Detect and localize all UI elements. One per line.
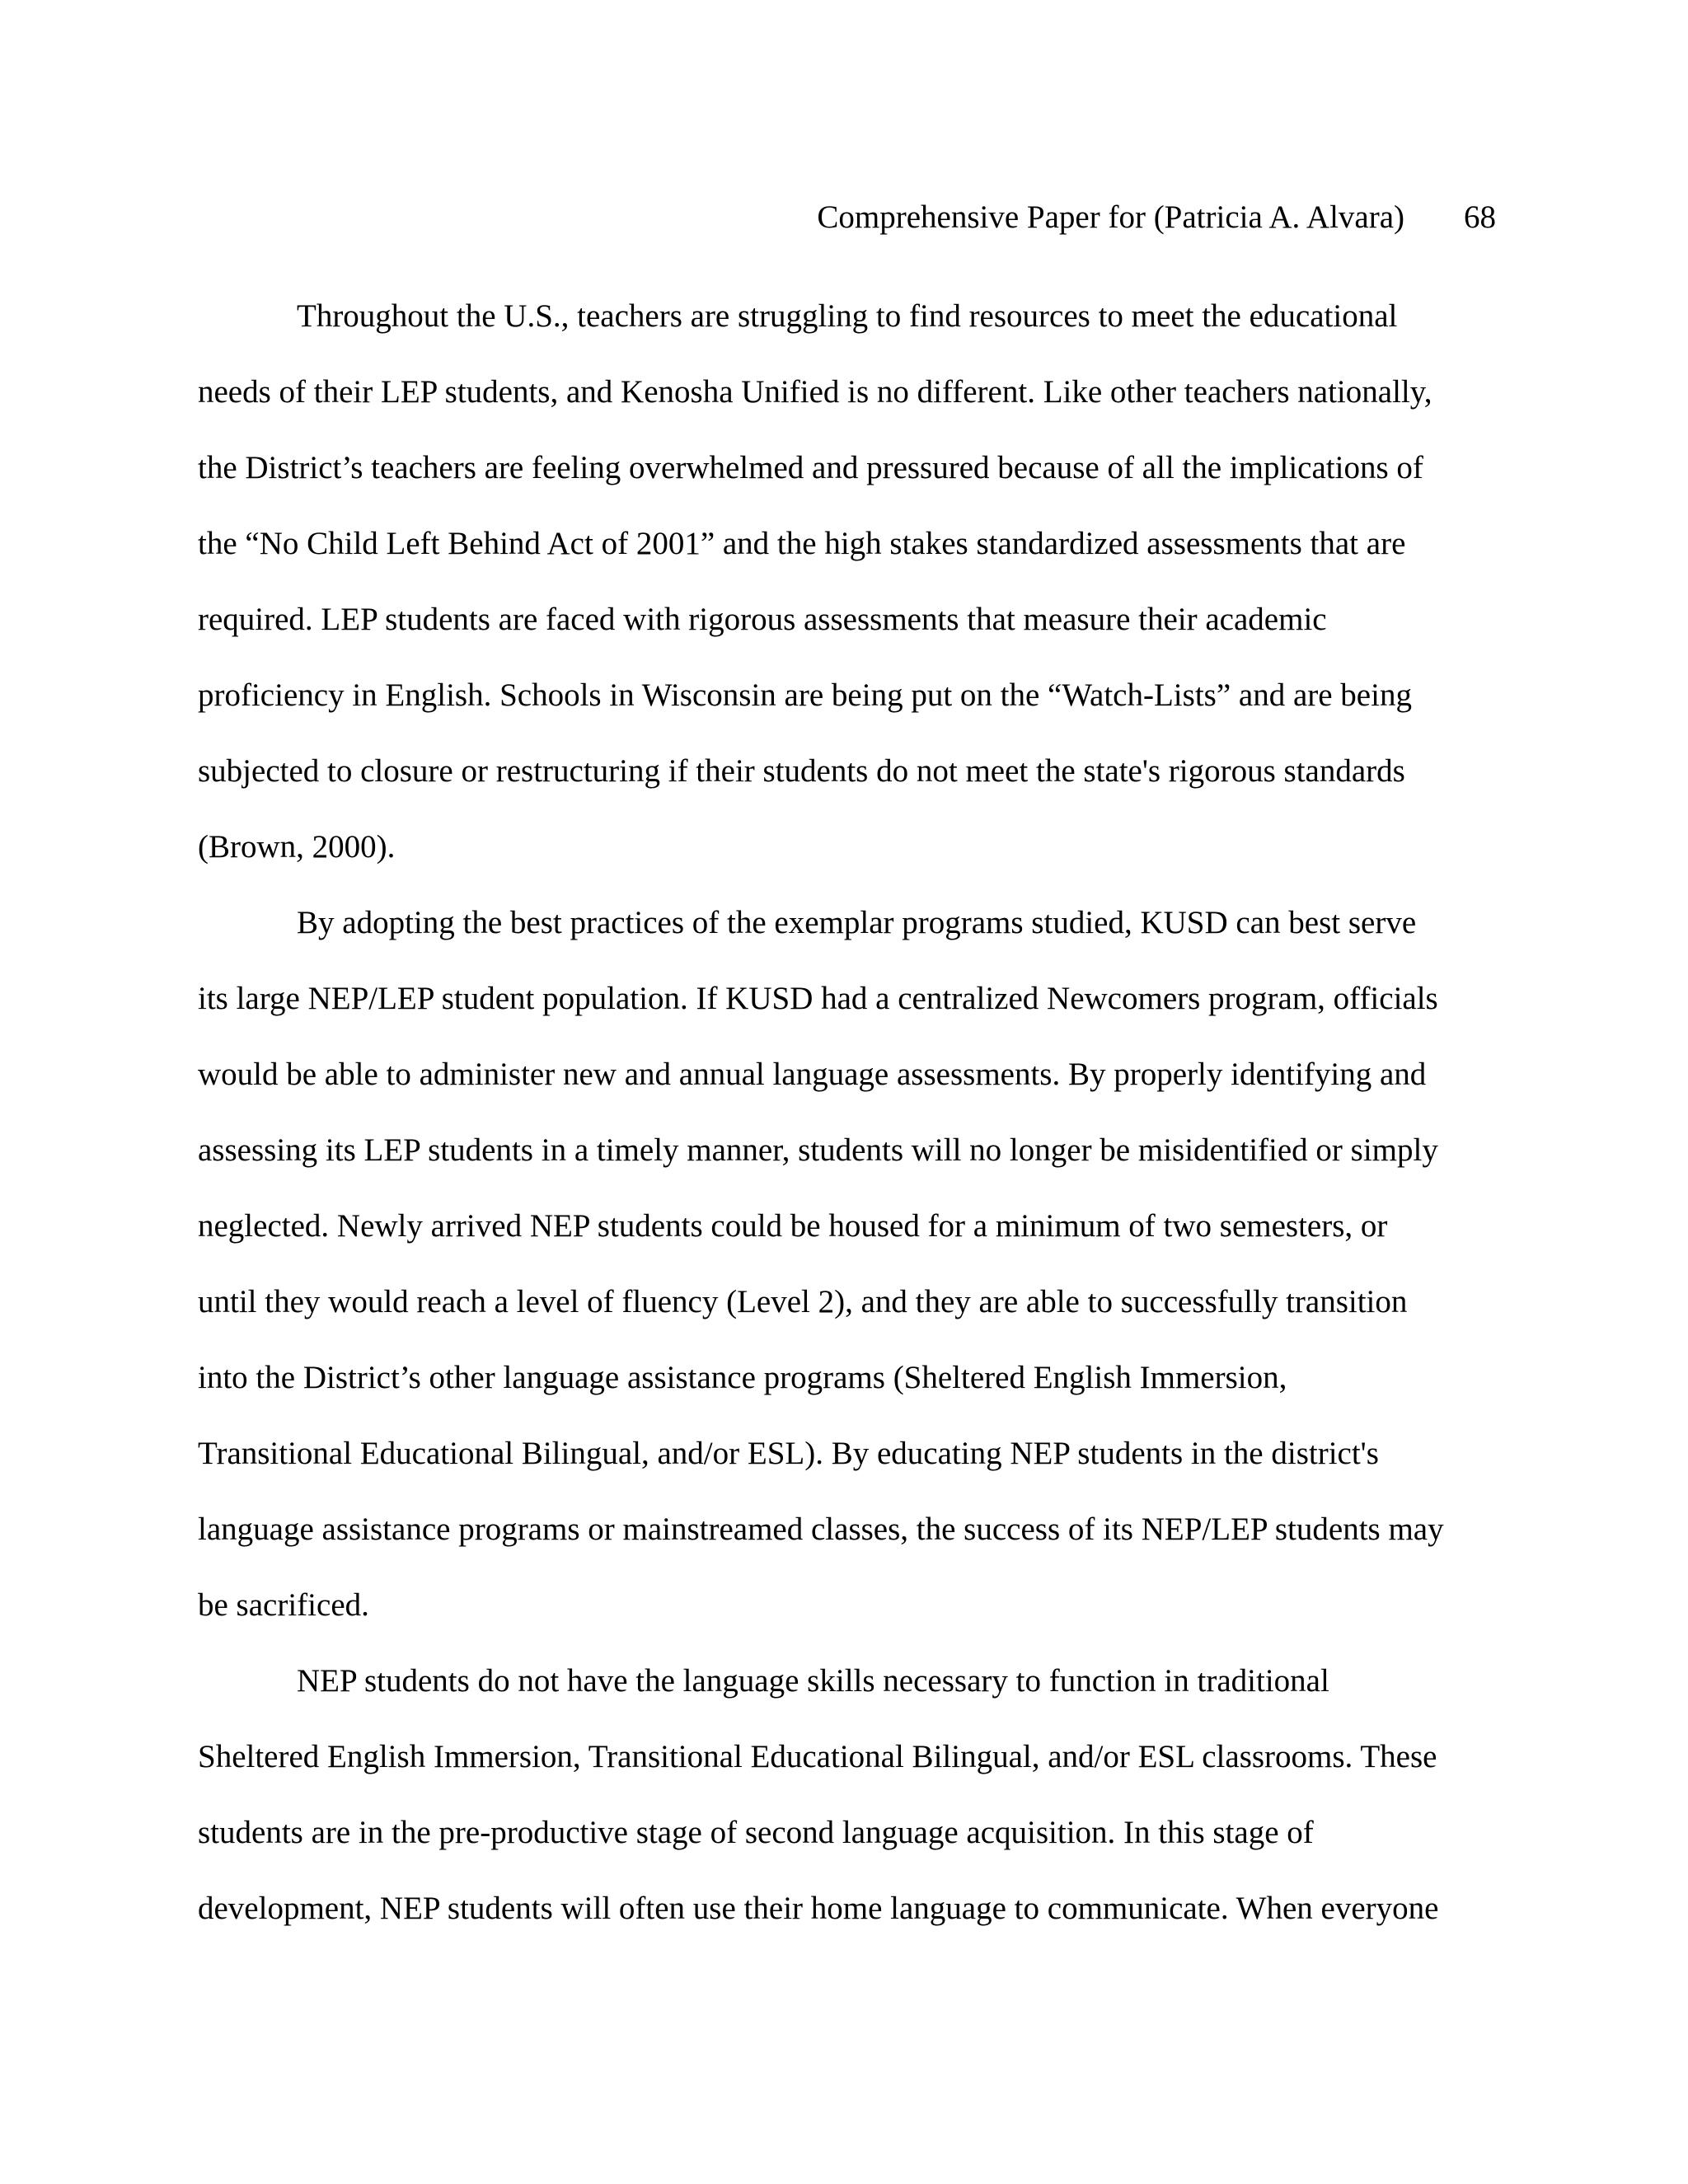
- text-line: neglected. Newly arrived NEP students could be housed for a minimum of two semesters, or: [198, 1208, 1388, 1244]
- text-line: proficiency in English. Schools in Wisconsin are being put on the “Watch-Lists” and are being: [198, 677, 1412, 713]
- text-line: assessing its LEP students in a timely manner, students will no longer be misidentified or simply: [198, 1132, 1438, 1168]
- text-line: (Brown, 2000).: [198, 829, 396, 865]
- text-line: language assistance programs or mainstreamed classes, the success of its NEP/LEP students may: [198, 1511, 1444, 1547]
- page-number: 68: [1464, 199, 1496, 235]
- text-line: Sheltered English Immersion, Transitional Educational Bilingual, and/or ESL classrooms. These: [198, 1739, 1437, 1774]
- body-text: [198, 292, 1496, 1960]
- text-line: students are in the pre-productive stage of second language acquisition. In this stage of: [198, 1815, 1314, 1850]
- running-title: Comprehensive Paper for (Patricia A. Alvara): [817, 199, 1404, 235]
- paragraph: [198, 1657, 1496, 1960]
- text-line: would be able to administer new and annual language assessments. By properly identifying and: [198, 1057, 1427, 1092]
- text-line: required. LEP students are faced with rigorous assessments that measure their academic: [198, 602, 1327, 637]
- paragraph: [198, 898, 1496, 1657]
- text-line: By adopting the best practices of the exemplar programs studied, KUSD can best serve: [297, 905, 1417, 940]
- text-line: Transitional Educational Bilingual, and/or ESL). By educating NEP students in the district's: [198, 1436, 1379, 1471]
- text-line: until they would reach a level of fluency (Level 2), and they are able to successfully transition: [198, 1284, 1408, 1319]
- paragraph: [198, 292, 1496, 898]
- text-line: be sacrificed.: [198, 1587, 369, 1623]
- text-line: the District’s teachers are feeling overwhelmed and pressured because of all the implications of: [198, 450, 1423, 485]
- text-line: Throughout the U.S., teachers are struggling to find resources to meet the educational: [297, 298, 1398, 334]
- running-header: [817, 198, 1496, 237]
- text-line: into the District’s other language assistance programs (Sheltered English Immersion,: [198, 1360, 1287, 1395]
- text-line: needs of their LEP students, and Kenosha Unified is no different. Like other teachers nationally,: [198, 374, 1432, 410]
- text-line: the “No Child Left Behind Act of 2001” and the high stakes standardized assessments that are: [198, 526, 1406, 561]
- text-line: development, NEP students will often use their home language to communicate. When everyone: [198, 1891, 1439, 1926]
- text-line: subjected to closure or restructuring if their students do not meet the state's rigorous standards: [198, 753, 1405, 789]
- text-line: its large NEP/LEP student population. If KUSD had a centralized Newcomers program, officials: [198, 981, 1438, 1016]
- text-line: NEP students do not have the language skills necessary to function in traditional: [297, 1663, 1329, 1699]
